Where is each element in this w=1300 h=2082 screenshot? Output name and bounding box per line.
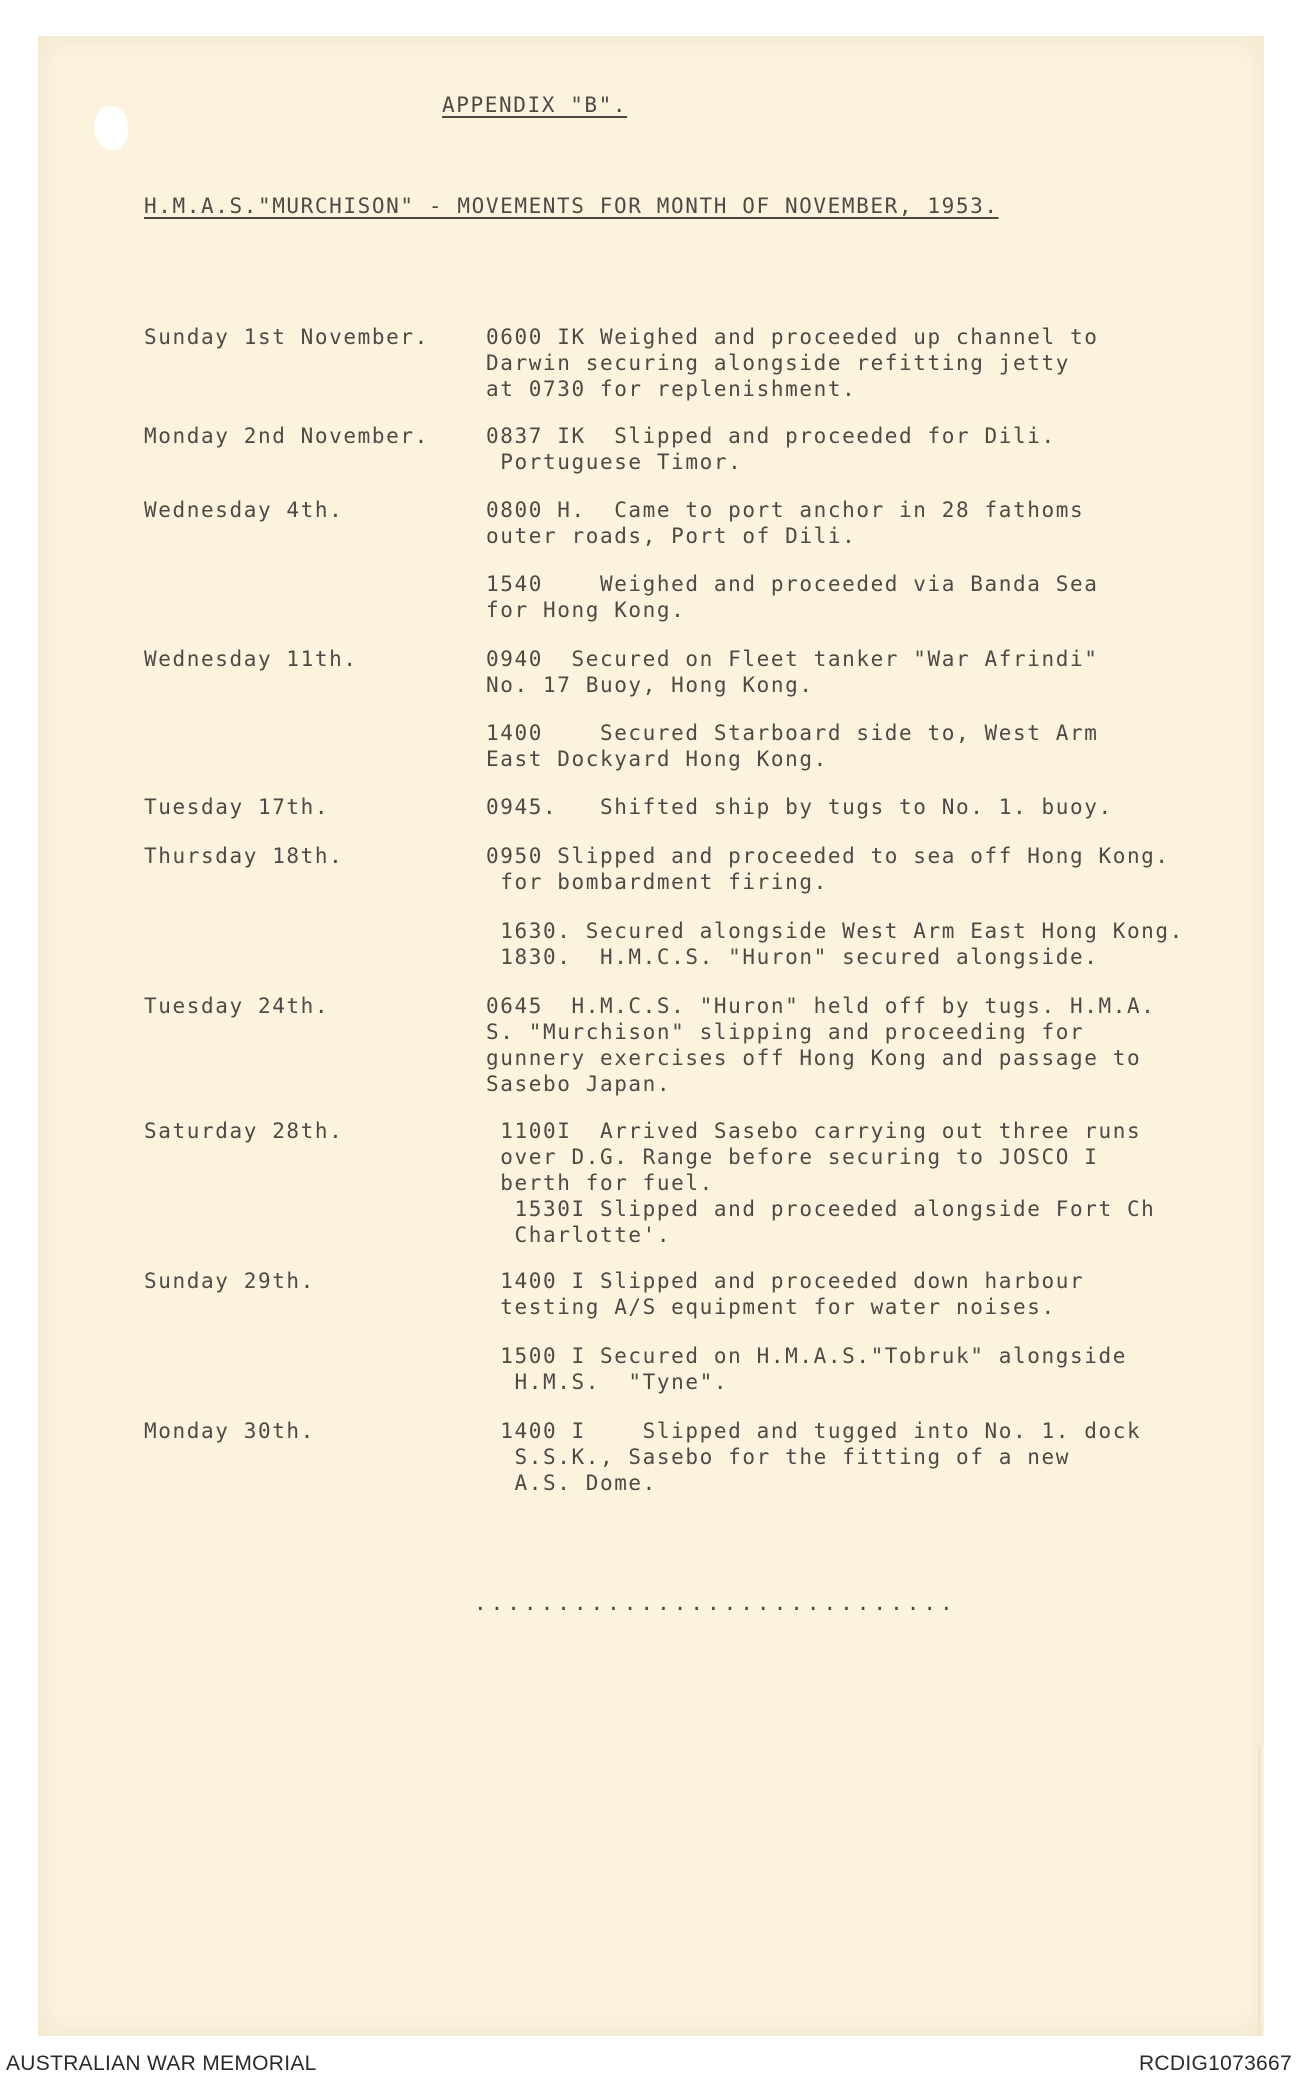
document-title: H.M.A.S."MURCHISON" - MOVEMENTS FOR MONTH OF NOVEMBER, 1953. <box>144 194 999 218</box>
entry-text: 0940 Secured on Fleet tanker "War Afrindi" No. 17 Buoy, Hong Kong. <box>486 647 1099 697</box>
entry-text: 0800 H. Came to port anchor in 28 fathoms outer roads, Port of Dili. <box>486 498 1085 548</box>
entry-text: 0645 H.M.C.S. "Huron" held off by tugs. H.M.A. S. "Murchison" slipping and proceeding for gunnery exercises off Hong Kong and passage to Sasebo Japan. <box>486 994 1156 1096</box>
entry-text: 0945. Shifted ship by tugs to No. 1. buoy. <box>486 795 1113 819</box>
archive-id: RCDIG1073667 <box>1138 2052 1292 2075</box>
page-fold <box>1258 1746 1264 2036</box>
entry-date: Tuesday 24th. <box>144 994 330 1018</box>
archive-credit: AUSTRALIAN WAR MEMORIAL <box>6 2052 317 2075</box>
entry-date: Wednesday 4th. <box>144 498 344 522</box>
entry-date: Thursday 18th. <box>144 844 344 868</box>
end-of-document-dots: ............................. <box>474 1591 957 1615</box>
entry-date: Tuesday 17th. <box>144 795 330 819</box>
entry-text: 0600 IK Weighed and proceeded up channel to Darwin securing alongside refitting jetty at 0730 for replenishment. <box>486 325 1099 401</box>
entry-date: Wednesday 11th. <box>144 647 358 671</box>
entry-text: 1400 Secured Starboard side to, West Arm East Dockyard Hong Kong. <box>486 721 1099 771</box>
entry-text: 1630. Secured alongside West Arm East Hong Kong. 1830. H.M.C.S. "Huron" secured alongside. <box>500 919 1184 969</box>
entry-date: Monday 2nd November. <box>144 424 429 448</box>
entry-text: 1500 I Secured on H.M.A.S."Tobruk" alongside H.M.S. "Tyne". <box>500 1344 1127 1394</box>
page-tear <box>94 106 128 150</box>
entry-text: 0950 Slipped and proceeded to sea off Hong Kong. for bombardment firing. <box>486 844 1170 894</box>
entry-date: Sunday 1st November. <box>144 325 429 349</box>
entry-text: 1400 I Slipped and tugged into No. 1. dock S.S.K., Sasebo for the fitting of a new A.S. Dome. <box>500 1419 1142 1495</box>
entry-text: 1540 Weighed and proceeded via Banda Sea for Hong Kong. <box>486 572 1099 622</box>
entry-date: Sunday 29th. <box>144 1269 315 1293</box>
entry-text: 1400 I Slipped and proceeded down harbour testing A/S equipment for water noises. <box>500 1269 1085 1319</box>
appendix-heading: APPENDIX "B". <box>442 93 628 117</box>
entry-date: Saturday 28th. <box>144 1119 344 1143</box>
entry-text: 0837 IK Slipped and proceeded for Dili. Portuguese Timor. <box>486 424 1056 474</box>
entry-date: Monday 30th. <box>144 1419 315 1443</box>
entry-text: 1100I Arrived Sasebo carrying out three runs over D.G. Range before securing to JOSCO I berth for fuel. 1530I Slipped and proceeded alongside Fort Ch Charlotte'. <box>500 1119 1156 1247</box>
